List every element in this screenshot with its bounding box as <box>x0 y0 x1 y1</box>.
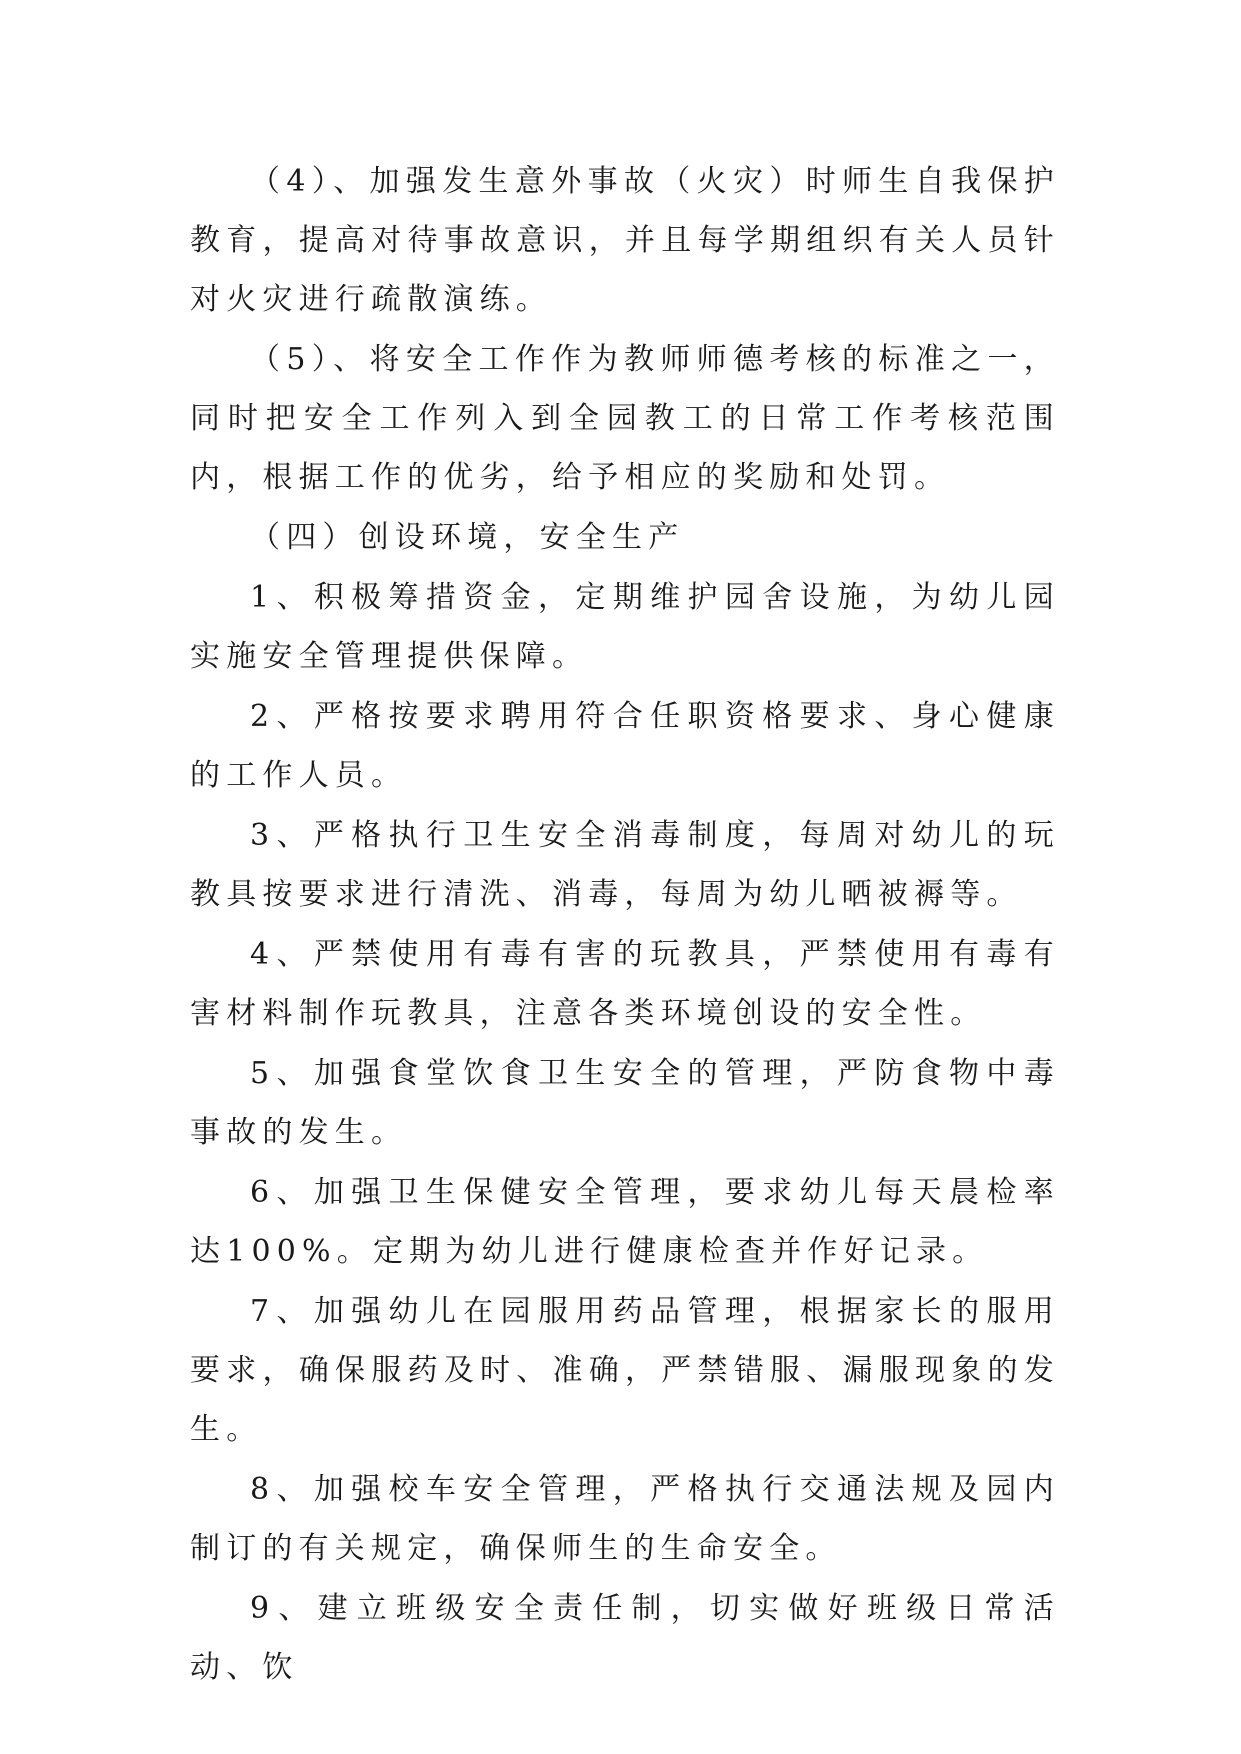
paragraph-4-fire-drill: （4）、加强发生意外事故（火灾）时师生自我保护教育，提高对待事故意识，并且每学期组织有关人员针对火灾进行疏散演练。 <box>190 164 1060 317</box>
document-body <box>190 152 1060 1698</box>
list-item-3-disinfection: 3、严格执行卫生安全消毒制度，每周对幼儿的玩教具按要求进行清洗、消毒，每周为幼儿晒被褥等。 <box>190 818 1060 912</box>
list-item-5-canteen-hygiene: 5、加强食堂饮食卫生安全的管理，严防食物中毒事故的发生。 <box>190 1056 1060 1150</box>
paragraph-5-safety-assessment: （5）、将安全工作作为教师师德考核的标准之一，同时把安全工作列入到全园教工的日常工作考核范围内，根据工作的优劣，给予相应的奖励和处罚。 <box>190 342 1060 495</box>
list-item-6-health-check: 6、加强卫生保健安全管理，要求幼儿每天晨检率达100%。定期为幼儿进行健康检查并作好记录。 <box>190 1175 1060 1269</box>
list-item-1-funding: 1、积极筹措资金，定期维护园舍设施，为幼儿园实施安全管理提供保障。 <box>190 580 1060 674</box>
section-heading-environment-safety: （四）创设环境，安全生产 <box>250 520 685 555</box>
list-item-4-toy-safety: 4、严禁使用有毒有害的玩教具，严禁使用有毒有害材料制作玩教具，注意各类环境创设的安全性。 <box>190 937 1060 1031</box>
list-item-2-staff-hiring: 2、严格按要求聘用符合任职资格要求、身心健康的工作人员。 <box>190 699 1060 793</box>
list-item-7-medication: 7、加强幼儿在园服用药品管理，根据家长的服用要求，确保服药及时、准确，严禁错服、漏服现象的发生。 <box>190 1294 1060 1447</box>
list-item-9-class-responsibility: 9、建立班级安全责任制，切实做好班级日常活动、饮 <box>190 1591 1060 1685</box>
list-item-8-school-bus: 8、加强校车安全管理，严格执行交通法规及园内制订的有关规定，确保师生的生命安全。 <box>190 1472 1060 1566</box>
